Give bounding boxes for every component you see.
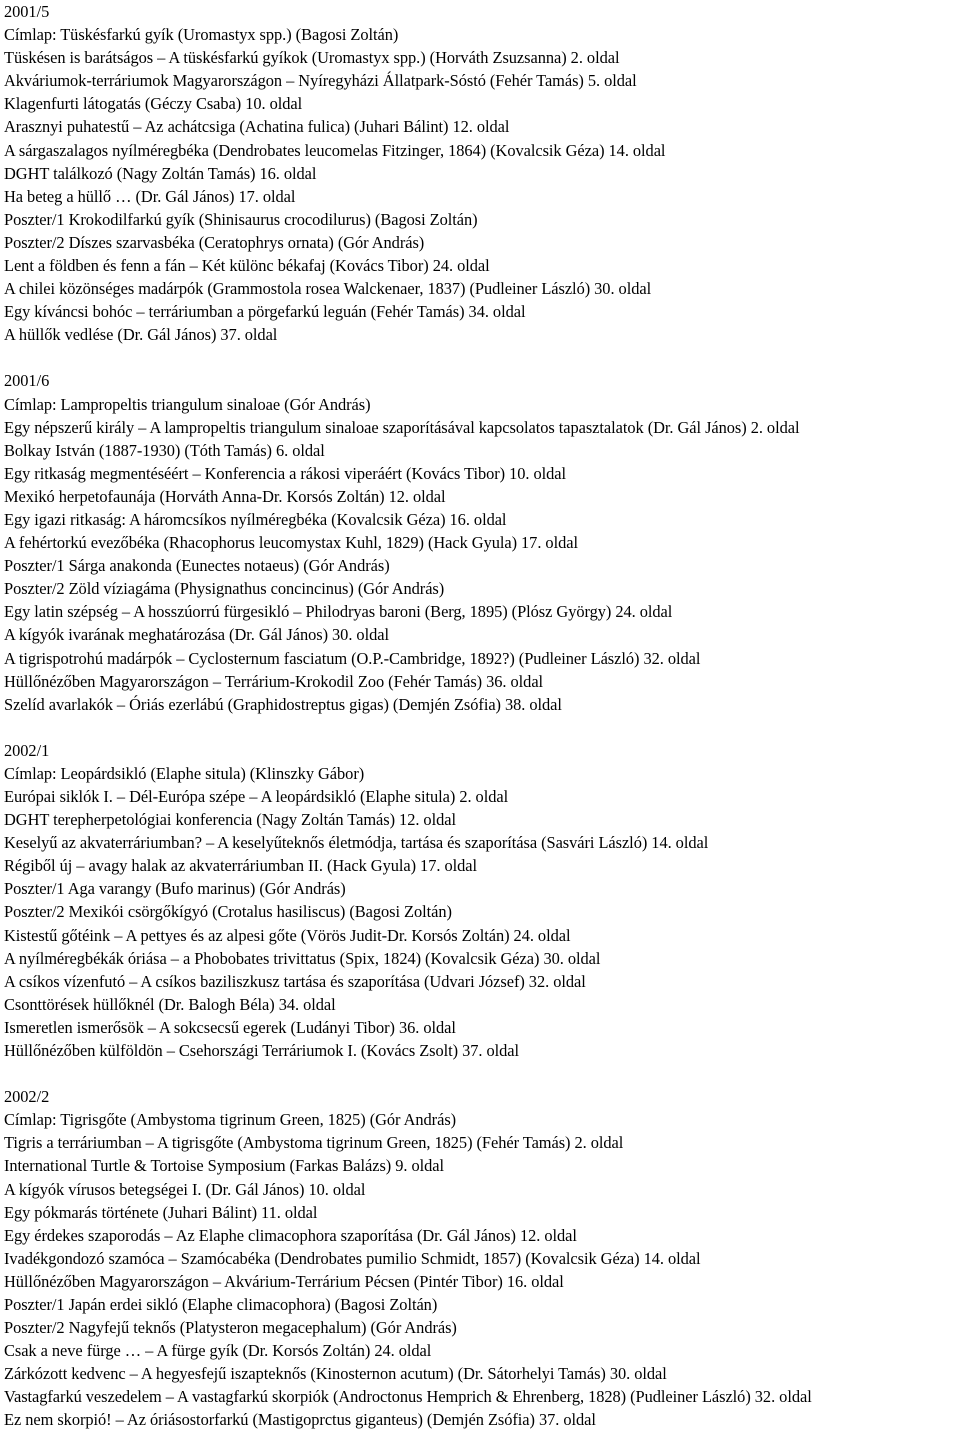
section-spacer	[4, 346, 960, 369]
article-entry: Poszter/2 Nagyfejű teknős (Platysteron megacephalum) (Gór András)	[4, 1318, 457, 1338]
article-entry: A kígyók ivarának meghatározása (Dr. Gál János) 30. oldal	[4, 625, 389, 645]
article-entry: Poszter/1 Sárga anakonda (Eunectes notaeus) (Gór András)	[4, 556, 390, 576]
article-entry: Címlap: Tüskésfarkú gyík (Uromastyx spp.) (Bagosi Zoltán)	[4, 25, 399, 45]
article-entry: Szelíd avarlakók – Óriás ezerlábú (Graphidostreptus gigas) (Demjén Zsófia) 38. oldal	[4, 694, 562, 714]
issue-heading: 2001/5	[4, 2, 50, 21]
issue-section	[4, 1085, 960, 1431]
article-entry: A fehértorkú evezőbéka (Rhacophorus leucomystax Kuhl, 1829) (Hack Gyula) 17. oldal	[4, 533, 578, 553]
article-entry: Poszter/1 Japán erdei sikló (Elaphe climacophora) (Bagosi Zoltán)	[4, 1294, 438, 1314]
article-entry: DGHT találkozó (Nagy Zoltán Tamás) 16. oldal	[4, 163, 317, 183]
article-entry: Poszter/2 Mexikói csörgőkígyó (Crotalus hasiliscus) (Bagosi Zoltán)	[4, 902, 452, 922]
article-entry: Poszter/2 Díszes szarvasbéka (Ceratophrys ornata) (Gór András)	[4, 232, 425, 252]
article-entry: A nyílméregbékák óriása – a Phobobates trivittatus (Spix, 1824) (Kovalcsik Géza) 30. oldal	[4, 948, 601, 968]
article-entry: Egy igazi ritkaság: A háromcsíkos nyílméregbéka (Kovalcsik Géza) 16. oldal	[4, 509, 507, 529]
article-entry: Ivadékgondozó szamóca – Szamócabéka (Dendrobates pumilio Schmidt, 1857) (Kovalcsik Géza) 14. oldal	[4, 1248, 701, 1268]
article-entry: Egy pókmarás története (Juhari Bálint) 11. oldal	[4, 1202, 318, 1222]
article-entry: Európai siklók I. – Dél-Európa szépe – A leopárdsikló (Elaphe situla) 2. oldal	[4, 787, 509, 806]
issue-heading: 2002/2	[4, 1087, 50, 1107]
issue-heading: 2001/6	[4, 371, 50, 391]
article-entry: Egy népszerű király – A lampropeltis triangulum sinaloae szaporításával kapcsolatos tapasztalatok (Dr. Gál János) 2. oldal	[4, 417, 800, 437]
article-entry: Csonttörések hüllőknél (Dr. Balogh Béla) 34. oldal	[4, 994, 336, 1014]
article-entry: Ha beteg a hüllő … (Dr. Gál János) 17. oldal	[4, 186, 296, 206]
article-entry: A tigrispotrohú madárpók – Cyclosternum fasciatum (O.P.-Cambridge, 1892?) (Pudleiner László) 32. oldal	[4, 648, 701, 668]
issue-section	[4, 739, 960, 1062]
article-entry: Egy kíváncsi bohóc – terráriumban a pörgefarkú leguán (Fehér Tamás) 34. oldal	[4, 302, 526, 322]
issue-section	[4, 0, 960, 346]
article-entry: Tüskésen is barátságos – A tüskésfarkú gyíkok (Uromastyx spp.) (Horváth Zsuzsanna) 2. oldal	[4, 48, 620, 68]
article-entry: Zárkózott kedvenc – A hegyesfejű iszapteknős (Kinosternon acutum) (Dr. Sátorhelyi Tamás) 30. oldal	[4, 1364, 667, 1384]
article-entry: A chilei közönséges madárpók (Grammostola rosea Walckenaer, 1837) (Pudleiner László) 30. oldal	[4, 279, 652, 299]
article-entry: Címlap: Leopárdsikló (Elaphe situla) (Klinszky Gábor)	[4, 763, 365, 783]
article-entry: Klagenfurti látogatás (Géczy Csaba) 10. oldal	[4, 94, 303, 114]
article-entry: DGHT terepherpetológiai konferencia (Nagy Zoltán Tamás) 12. oldal	[4, 810, 456, 830]
article-entry: Bolkay István (1887-1930) (Tóth Tamás) 6. oldal	[4, 440, 325, 460]
article-entry: Poszter/1 Krokodilfarkú gyík (Shinisaurus crocodilurus) (Bagosi Zoltán)	[4, 209, 478, 229]
article-entry: Címlap: Lampropeltis triangulum sinaloae (Gór András)	[4, 394, 371, 414]
article-entry: Régiből új – avagy halak az akvaterráriumban II. (Hack Gyula) 17. oldal	[4, 856, 477, 876]
article-entry: A sárgaszalagos nyílméregbéka (Dendrobates leucomelas Fitzinger, 1864) (Kovalcsik Géza) 14. oldal	[4, 140, 666, 160]
section-spacer	[4, 716, 960, 739]
article-entry: Vastagfarkú veszedelem – A vastagfarkú skorpiók (Androctonus Hemprich & Ehrenberg, 1828) (Pudleiner László) 32. oldal	[4, 1387, 812, 1407]
issue-section	[4, 369, 960, 715]
article-entry: Poszter/1 Aga varangy (Bufo marinus) (Gór András)	[4, 879, 346, 899]
article-entry: Ez nem skorpió! – Az óriásostorfarkú (Mastigoprctus giganteus) (Demjén Zsófia) 37. oldal	[4, 1410, 596, 1430]
article-entry: Hüllőnézőben Magyarországon – Terrárium-Krokodil Zoo (Fehér Tamás) 36. oldal	[4, 671, 544, 691]
section-spacer	[4, 1062, 960, 1085]
article-entry: Egy érdekes szaporodás – Az Elaphe climacophora szaporítása (Dr. Gál János) 12. oldal	[4, 1225, 577, 1245]
article-entry: Hüllőnézőben Magyarországon – Akvárium-Terrárium Pécsen (Pintér Tibor) 16. oldal	[4, 1271, 564, 1291]
article-entry: Akváriumok-terráriumok Magyarországon – Nyíregyházi Állatpark-Sóstó (Fehér Tamás) 5. oldal	[4, 71, 637, 91]
article-entry: Tigris a terráriumban – A tigrisgőte (Ambystoma tigrinum Green, 1825) (Fehér Tamás) 2. oldal	[4, 1133, 624, 1153]
article-entry: Poszter/2 Zöld víziagáma (Physignathus concincinus) (Gór András)	[4, 579, 445, 599]
article-entry: Egy latin szépség – A hosszúorrú fürgesikló – Philodryas baroni (Berg, 1895) (Plósz György) 24. oldal	[4, 602, 673, 622]
article-entry: Egy ritkaság megmentéséért – Konferencia a rákosi viperáért (Kovács Tibor) 10. oldal	[4, 463, 567, 483]
article-entry: Ismeretlen ismerősök – A sokcsecsű egerek (Ludányi Tibor) 36. oldal	[4, 1017, 456, 1037]
article-entry: Címlap: Tigrisgőte (Ambystoma tigrinum Green, 1825) (Gór András)	[4, 1110, 457, 1130]
article-entry: Lent a földben és fenn a fán – Két különc békafaj (Kovács Tibor) 24. oldal	[4, 256, 490, 276]
article-entry: Csak a neve fürge … – A fürge gyík (Dr. Korsós Zoltán) 24. oldal	[4, 1341, 432, 1361]
article-entry: Kistestű gőtéink – A pettyes és az alpesi gőte (Vörös Judit-Dr. Korsós Zoltán) 24. oldal	[4, 925, 571, 945]
article-entry: Arasznyi puhatestű – Az achátcsiga (Achatina fulica) (Juhari Bálint) 12. oldal	[4, 117, 510, 137]
article-entry: Keselyű az akvaterráriumban? – A keselyűteknős életmódja, tartása és szaporítása (Sasvári László) 14. oldal	[4, 833, 709, 853]
article-entry: A csíkos vízenfutó – A csíkos baziliszkusz tartása és szaporítása (Udvari József) 32. oldal	[4, 971, 586, 991]
article-entry: A kígyók vírusos betegségei I. (Dr. Gál János) 10. oldal	[4, 1179, 366, 1199]
article-entry: A hüllők vedlése (Dr. Gál János) 37. oldal	[4, 325, 278, 345]
article-entry: International Turtle & Tortoise Symposium (Farkas Balázs) 9. oldal	[4, 1156, 445, 1176]
article-entry: Hüllőnézőben külföldön – Csehországi Terráriumok I. (Kovács Zsolt) 37. oldal	[4, 1041, 520, 1061]
issue-heading: 2002/1	[4, 740, 50, 760]
article-entry: Mexikó herpetofaunája (Horváth Anna-Dr. Korsós Zoltán) 12. oldal	[4, 486, 446, 506]
